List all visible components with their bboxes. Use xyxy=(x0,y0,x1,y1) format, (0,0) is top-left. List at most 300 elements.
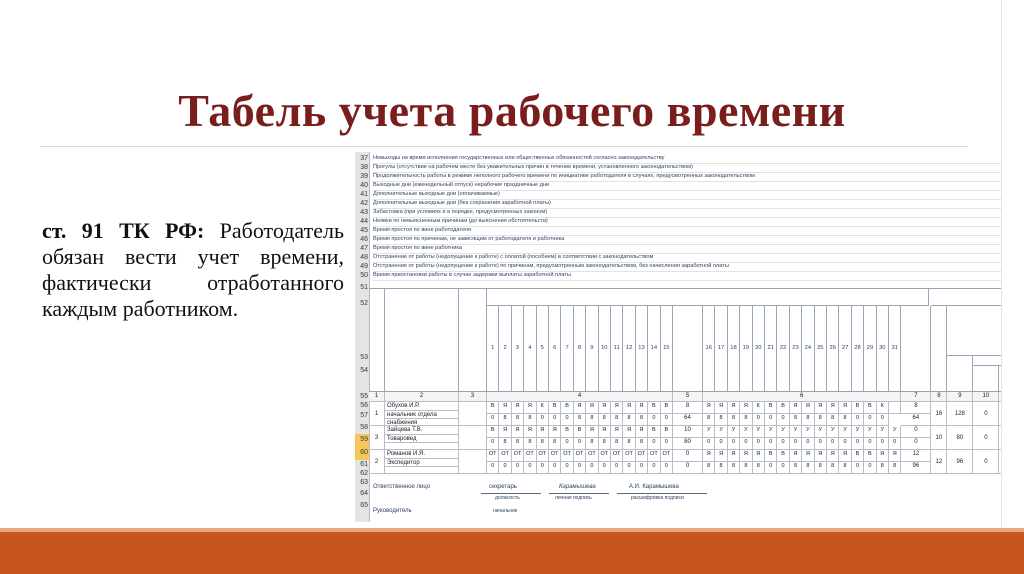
legend-note: Время простоя по вине работодателя xyxy=(373,226,1013,236)
legend-note: Продолжительность работы в режиме неполного рабочего времени по инициативе работодателя в случаях, предусмотренных законодательством xyxy=(373,172,1013,182)
attendance-mark: Я xyxy=(802,402,814,414)
header-half-total xyxy=(673,306,703,392)
column-number: 4 xyxy=(487,392,673,402)
header-day: 19 xyxy=(740,306,752,392)
hours-value: 0 xyxy=(864,414,876,426)
legend-note: Время приостановки работы в случае задержки выплаты заработной платы xyxy=(373,271,1013,281)
hours-value: 0 xyxy=(777,462,789,474)
header-day: 21 xyxy=(765,306,777,392)
attendance-mark: Я xyxy=(499,402,511,414)
worked-days: 10 xyxy=(931,426,947,450)
attendance-mark: В xyxy=(777,402,789,414)
attendance-mark: У xyxy=(827,426,839,438)
row-number: 53 xyxy=(360,354,368,361)
signature-caption: личная подпись xyxy=(555,495,592,501)
attendance-mark: В xyxy=(661,402,673,414)
employee-position: Экспедитор xyxy=(385,459,459,467)
attendance-mark: Я xyxy=(889,450,901,462)
legend-note: Выходные дни (еженедельный отпуск) нерабочие праздничные дни xyxy=(373,181,1013,191)
row-number: 51 xyxy=(360,284,368,291)
attendance-mark: Я xyxy=(611,402,623,414)
legend-note: Отстранение от работы (недопущение к работе) по причинам, предусмотренным законодательством, без начисления заработной платы xyxy=(373,262,1013,272)
attendance-mark: В xyxy=(487,402,499,414)
hours-value: 0 xyxy=(561,462,573,474)
attendance-mark: В xyxy=(864,450,876,462)
attendance-mark: Я xyxy=(740,402,752,414)
hours-value: 0 xyxy=(574,462,586,474)
row-number: 59 xyxy=(355,434,369,446)
attendance-mark: В xyxy=(561,426,573,438)
hours-value: 0 xyxy=(636,462,648,474)
right-edge-bar xyxy=(1001,0,1024,574)
row-number: 48 xyxy=(360,254,368,261)
row-number: 42 xyxy=(360,200,368,207)
attendance-mark: ОТ xyxy=(574,450,586,462)
header-day: 6 xyxy=(549,306,561,392)
row-number: 39 xyxy=(360,173,368,180)
attendance-mark: Я xyxy=(636,402,648,414)
employee-position-extra xyxy=(385,467,459,474)
attendance-mark: В xyxy=(574,426,586,438)
hours-value: 0 xyxy=(648,438,660,450)
employee-position: начальник отдела xyxy=(385,411,459,419)
row-number: 63 xyxy=(360,479,368,486)
hours-value: 0 xyxy=(765,438,777,450)
column-number: 8 xyxy=(931,392,947,402)
employee-position: Товаровед xyxy=(385,435,459,443)
hours-value: 8 xyxy=(599,414,611,426)
hours-value: 8 xyxy=(586,414,598,426)
hours-value: 0 xyxy=(703,438,715,450)
hours-value: 0 xyxy=(661,462,673,474)
hours-value: 0 xyxy=(648,414,660,426)
column-number: 6 xyxy=(703,392,901,402)
hours-value: 0 xyxy=(487,462,499,474)
hours-value: 8 xyxy=(790,462,802,474)
half-total-days: 0 xyxy=(673,450,703,462)
attendance-mark: Я xyxy=(740,450,752,462)
attendance-mark: ОТ xyxy=(487,450,499,462)
attendance-mark: В xyxy=(852,402,864,414)
hours-value: 0 xyxy=(537,414,549,426)
header-marks xyxy=(487,288,929,306)
hours-value: 8 xyxy=(512,438,524,450)
hours-value: 0 xyxy=(877,438,889,450)
hours-value: 0 xyxy=(839,438,851,450)
hours-value: 8 xyxy=(728,462,740,474)
hours-value: 0 xyxy=(715,438,727,450)
hours-value: 0 xyxy=(753,438,765,450)
worked-overtime: 0 xyxy=(973,426,999,450)
legend-note: Отстранение от работы (недопущение к работе) с оплатой (пособием) в соответствии с законодательством xyxy=(373,253,1013,263)
attendance-mark: Я xyxy=(499,426,511,438)
attendance-mark: К xyxy=(877,402,889,414)
attendance-mark: Я xyxy=(827,402,839,414)
attendance-mark: Я xyxy=(802,450,814,462)
hours-value: 0 xyxy=(790,438,802,450)
attendance-mark: Я xyxy=(611,426,623,438)
header-day: 22 xyxy=(777,306,789,392)
hours-value: 0 xyxy=(574,438,586,450)
header-day: 1 xyxy=(487,306,499,392)
employee-tab-number xyxy=(459,426,487,450)
attendance-mark: У xyxy=(765,426,777,438)
attendance-mark: Я xyxy=(728,450,740,462)
employee-number: 1 xyxy=(369,402,385,426)
timesheet-screenshot xyxy=(355,152,1023,522)
hours-value: 0 xyxy=(852,414,864,426)
hours-value: 8 xyxy=(599,438,611,450)
attendance-mark: У xyxy=(815,426,827,438)
attendance-mark: Я xyxy=(839,450,851,462)
attendance-mark: В xyxy=(648,402,660,414)
attendance-mark: Я xyxy=(549,426,561,438)
hours-value: 0 xyxy=(765,462,777,474)
attendance-mark: У xyxy=(715,426,727,438)
header-day: 3 xyxy=(512,306,524,392)
employee-position-extra: снабжения xyxy=(385,419,459,426)
hours-value: 0 xyxy=(777,414,789,426)
attendance-mark: Я xyxy=(877,450,889,462)
attendance-mark: ОТ xyxy=(499,450,511,462)
hours-value: 8 xyxy=(715,462,727,474)
slide-title: Табель учета рабочего времени xyxy=(178,85,846,136)
header-month-total xyxy=(901,306,931,392)
hours-value: 0 xyxy=(599,462,611,474)
attendance-mark: У xyxy=(740,426,752,438)
hours-value: 8 xyxy=(623,438,635,450)
hours-value: 0 xyxy=(661,414,673,426)
attendance-mark: В xyxy=(561,402,573,414)
hours-value: 8 xyxy=(549,438,561,450)
header-day: 20 xyxy=(753,306,765,392)
attendance-mark: К xyxy=(753,402,765,414)
header-day: 8 xyxy=(574,306,586,392)
header-day: 12 xyxy=(623,306,635,392)
hours-value: 0 xyxy=(753,414,765,426)
hours-value: 8 xyxy=(512,414,524,426)
attendance-mark: ОТ xyxy=(648,450,660,462)
hours-value: 8 xyxy=(802,462,814,474)
half-total-days: 10 xyxy=(673,426,703,438)
row-number: 47 xyxy=(360,245,368,252)
responsible-name: А.И. Карамышева xyxy=(629,484,679,490)
header-all xyxy=(947,356,973,392)
attendance-mark: Я xyxy=(586,402,598,414)
hours-value: 8 xyxy=(499,438,511,450)
attendance-mark: ОТ xyxy=(586,450,598,462)
signature-line xyxy=(481,493,541,494)
row-number: 45 xyxy=(360,227,368,234)
attendance-mark: В xyxy=(549,402,561,414)
attendance-mark: Я xyxy=(599,402,611,414)
column-number: 7 xyxy=(901,392,931,402)
column-number: 1 xyxy=(369,392,385,402)
attendance-mark: У xyxy=(777,426,789,438)
worked-days: 12 xyxy=(931,450,947,474)
attendance-mark: В xyxy=(661,426,673,438)
attendance-mark: Я xyxy=(753,450,765,462)
head-position-caption: начальник xyxy=(493,508,518,514)
attendance-mark: В xyxy=(765,402,777,414)
article-text: Работодатель обязан вести учет времени, фактически отработанного каждым работником. xyxy=(42,218,345,321)
attendance-mark: Я xyxy=(790,450,802,462)
attendance-mark: Я xyxy=(586,426,598,438)
hours-value: 0 xyxy=(740,438,752,450)
hours-value: 8 xyxy=(802,414,814,426)
month-total-hours: 64 xyxy=(901,414,931,426)
hours-value: 8 xyxy=(703,462,715,474)
hours-value: 0 xyxy=(561,414,573,426)
worked-hours-all: 96 xyxy=(947,450,973,474)
attendance-mark: Я xyxy=(728,402,740,414)
hours-value: 0 xyxy=(815,438,827,450)
hours-value: 8 xyxy=(740,414,752,426)
attendance-mark: Я xyxy=(815,450,827,462)
hours-value: 0 xyxy=(728,438,740,450)
hours-value: 8 xyxy=(574,414,586,426)
row-number: 58 xyxy=(360,424,368,431)
hours-value: 8 xyxy=(611,438,623,450)
row-number: 50 xyxy=(360,272,368,279)
hours-value: 0 xyxy=(623,462,635,474)
attendance-mark: В xyxy=(765,450,777,462)
header-day: 5 xyxy=(537,306,549,392)
hours-value: 0 xyxy=(827,438,839,450)
head-label: Руководитель xyxy=(373,508,412,514)
attendance-mark: Я xyxy=(703,450,715,462)
article-reference: ст. 91 ТК РФ: xyxy=(42,218,205,243)
legend-note: Время простоя по вине работника xyxy=(373,244,1013,254)
hours-value: 0 xyxy=(661,438,673,450)
attendance-mark: ОТ xyxy=(636,450,648,462)
attendance-mark: Я xyxy=(574,402,586,414)
header-day: 16 xyxy=(703,306,715,392)
row-number: 49 xyxy=(360,263,368,270)
hours-value: 0 xyxy=(864,438,876,450)
header-day: 9 xyxy=(586,306,598,392)
attendance-mark: Я xyxy=(703,402,715,414)
responsible-label: Ответственное лицо xyxy=(373,484,431,490)
column-number: 9 xyxy=(947,392,973,402)
attendance-mark: ОТ xyxy=(599,450,611,462)
employee-number: 3 xyxy=(369,426,385,450)
header-day: 25 xyxy=(815,306,827,392)
title-divider xyxy=(40,146,968,147)
slide-body-text xyxy=(42,218,344,322)
attendance-mark: ОТ xyxy=(661,450,673,462)
column-number: 5 xyxy=(673,392,703,402)
hours-value: 8 xyxy=(623,414,635,426)
hours-value: 0 xyxy=(611,462,623,474)
hours-value: 8 xyxy=(636,414,648,426)
row-number: 57 xyxy=(360,412,368,419)
hours-value: 8 xyxy=(877,462,889,474)
attendance-mark: В xyxy=(864,402,876,414)
hours-value: 0 xyxy=(499,462,511,474)
header-day: 14 xyxy=(648,306,660,392)
hours-value: 0 xyxy=(852,462,864,474)
attendance-mark: У xyxy=(852,426,864,438)
row-number: 62 xyxy=(360,470,368,477)
header-day: 30 xyxy=(877,306,889,392)
attendance-mark: У xyxy=(864,426,876,438)
employee-tab-number xyxy=(459,402,487,426)
attendance-mark: Я xyxy=(599,426,611,438)
header-day: 28 xyxy=(852,306,864,392)
worked-days: 16 xyxy=(931,402,947,426)
header-day: 13 xyxy=(636,306,648,392)
hours-value: 0 xyxy=(648,462,660,474)
worked-hours-all: 80 xyxy=(947,426,973,450)
bottom-band xyxy=(0,528,1024,574)
hours-value: 0 xyxy=(561,438,573,450)
legend-note: Невыходы на время исполнения государственных или общественных обязанностей согласно законодательству xyxy=(373,154,1013,164)
responsible-position: секретарь xyxy=(489,484,517,490)
header-day: 7 xyxy=(561,306,573,392)
attendance-mark: У xyxy=(877,426,889,438)
hours-value: 0 xyxy=(549,414,561,426)
attendance-mark: Я xyxy=(815,402,827,414)
hours-value: 0 xyxy=(524,462,536,474)
attendance-mark: Я xyxy=(512,402,524,414)
hours-value: 8 xyxy=(815,462,827,474)
attendance-mark: ОТ xyxy=(623,450,635,462)
hours-value: 8 xyxy=(715,414,727,426)
row-number: 55 xyxy=(360,393,368,400)
month-total-hours: 0 xyxy=(901,438,931,450)
header-days xyxy=(931,306,947,392)
half-total-hours: 80 xyxy=(673,438,703,450)
hours-value: 8 xyxy=(611,414,623,426)
month-total-days: 12 xyxy=(901,450,931,462)
hours-value: 8 xyxy=(728,414,740,426)
row-number: 54 xyxy=(360,367,368,374)
employee-name: Романов И.Я. xyxy=(385,450,459,459)
attendance-mark xyxy=(889,402,901,414)
attendance-mark: В xyxy=(777,450,789,462)
hours-value: 0 xyxy=(802,438,814,450)
legend-note: Забастовка (при условиях и в порядке, предусмотренных законом) xyxy=(373,208,1013,218)
header-overtime xyxy=(973,366,999,392)
attendance-mark: Я xyxy=(827,450,839,462)
attendance-mark: Я xyxy=(512,426,524,438)
legend-note: Дополнительные выходные дни (без сохранения заработной платы) xyxy=(373,199,1013,209)
row-number: 56 xyxy=(360,402,368,409)
hours-value: 0 xyxy=(889,438,901,450)
row-number: 64 xyxy=(360,490,368,497)
header-day: 17 xyxy=(715,306,727,392)
header-day: 27 xyxy=(839,306,851,392)
row-header-column xyxy=(355,152,370,522)
hours-value: 8 xyxy=(815,414,827,426)
hours-value: 0 xyxy=(877,414,889,426)
legend-note: Время простоя по причинам, не зависящим от работодателя и работника xyxy=(373,235,1013,245)
header-day: 2 xyxy=(499,306,511,392)
header-day: 15 xyxy=(661,306,673,392)
row-number: 60 xyxy=(355,446,369,460)
worked-hours-all: 128 xyxy=(947,402,973,426)
hours-value: 8 xyxy=(524,414,536,426)
attendance-mark: У xyxy=(703,426,715,438)
hours-value: 8 xyxy=(740,462,752,474)
row-number: 37 xyxy=(360,155,368,162)
hours-value: 8 xyxy=(790,414,802,426)
attendance-mark: Я xyxy=(524,402,536,414)
hours-value: 0 xyxy=(537,462,549,474)
hours-value: 0 xyxy=(765,414,777,426)
employee-tab-number xyxy=(459,450,487,474)
row-number: 61 xyxy=(360,461,368,468)
hours-value: 0 xyxy=(487,414,499,426)
header-day: 26 xyxy=(827,306,839,392)
header-day: 10 xyxy=(599,306,611,392)
column-number: 10 xyxy=(973,392,999,402)
legend-note: Дополнительные выходные дни (оплачиваемые) xyxy=(373,190,1013,200)
half-total-days: 8 xyxy=(673,402,703,414)
legend-note: Прогулы (отсутствие на рабочем месте без уважительных причин в течение времени, установленного законодательством) xyxy=(373,163,1013,173)
header-tab-number xyxy=(459,288,487,392)
attendance-mark: Я xyxy=(715,402,727,414)
attendance-mark: У xyxy=(728,426,740,438)
row-number: 43 xyxy=(360,209,368,216)
hours-value: 8 xyxy=(839,414,851,426)
attendance-mark: У xyxy=(839,426,851,438)
attendance-mark: ОТ xyxy=(524,450,536,462)
attendance-mark: В xyxy=(852,450,864,462)
employee-position-extra xyxy=(385,443,459,450)
bottom-band-stripe xyxy=(0,528,1024,532)
row-number: 46 xyxy=(360,236,368,243)
header-day: 24 xyxy=(802,306,814,392)
attendance-mark: У xyxy=(790,426,802,438)
attendance-mark: У xyxy=(802,426,814,438)
hours-value: 0 xyxy=(864,462,876,474)
attendance-mark: У xyxy=(753,426,765,438)
header-day: 4 xyxy=(524,306,536,392)
attendance-mark: Я xyxy=(790,402,802,414)
attendance-mark: ОТ xyxy=(512,450,524,462)
attendance-mark: Я xyxy=(623,426,635,438)
position-caption: должность xyxy=(495,495,520,501)
hours-value: 8 xyxy=(586,438,598,450)
attendance-mark: Я xyxy=(623,402,635,414)
attendance-mark: Я xyxy=(636,426,648,438)
header-number xyxy=(369,288,385,392)
attendance-mark: Я xyxy=(715,450,727,462)
hours-value: 0 xyxy=(586,462,598,474)
row-number: 41 xyxy=(360,191,368,198)
column-number: 2 xyxy=(385,392,459,402)
employee-name: Обухов И.Р. xyxy=(385,402,459,411)
column-number: 3 xyxy=(459,392,487,402)
half-total-hours: 0 xyxy=(673,462,703,474)
month-total-hours: 96 xyxy=(901,462,931,474)
header-employee xyxy=(385,288,459,392)
employee-name: Зайцева Т.В. xyxy=(385,426,459,435)
legend-note: Неявки по невыясненным причинам (до выяснения обстоятельств) xyxy=(373,217,1013,227)
hours-value: 0 xyxy=(852,438,864,450)
attendance-mark: Я xyxy=(537,426,549,438)
hours-value: 8 xyxy=(827,462,839,474)
attendance-mark: У xyxy=(889,426,901,438)
month-total-days: 0 xyxy=(901,426,931,438)
hours-value: 8 xyxy=(889,462,901,474)
hours-value: 0 xyxy=(487,438,499,450)
attendance-mark: В xyxy=(648,426,660,438)
header-day: 18 xyxy=(728,306,740,392)
hours-value: 8 xyxy=(537,438,549,450)
